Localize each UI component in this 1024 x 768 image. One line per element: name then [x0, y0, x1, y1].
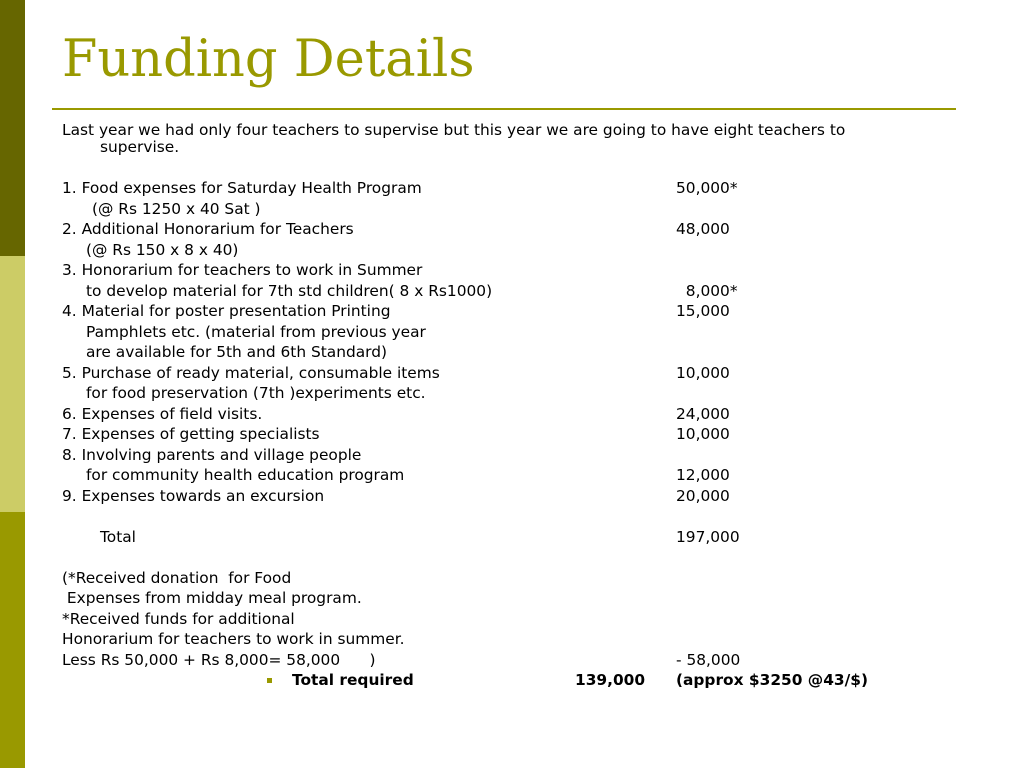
item-3-text: 3. Honorarium for teachers to work in Summer: [62, 261, 423, 279]
item-2-amount: 48,000: [676, 220, 730, 238]
title-underline: [52, 108, 956, 110]
item-3-amount: 8,000*: [676, 282, 738, 300]
item-7-text: 7. Expenses of getting specialists: [62, 425, 320, 443]
item-1-text: 1. Food expenses for Saturday Health Program: [62, 179, 422, 197]
item-1-detail: (@ Rs 1250 x 40 Sat ): [92, 200, 261, 218]
note-line-1: (*Received donation for Food: [62, 569, 292, 587]
item-9-text: 9. Expenses towards an excursion: [62, 487, 325, 505]
item-6-amount: 24,000: [676, 405, 730, 423]
decor-bar-middle: [0, 256, 25, 512]
item-3-detail: to develop material for 7th std children( 8 x Rs1000): [86, 282, 493, 300]
note-line-2: Expenses from midday meal program.: [62, 589, 362, 607]
slide-title: Funding Details: [62, 30, 475, 89]
note-line-4: Honorarium for teachers to work in summer.: [62, 630, 405, 648]
item-4-text: 4. Material for poster presentation Printing: [62, 302, 391, 320]
decor-bar-top: [0, 0, 25, 256]
item-7-amount: 10,000: [676, 425, 730, 443]
total-required-amount: 139,000: [575, 671, 646, 689]
item-8-detail: for community health education program: [86, 466, 405, 484]
intro-paragraph: [62, 122, 952, 156]
total-required-note: (approx $3250 @43/$): [676, 671, 868, 689]
intro-line-1: Last year we had only four teachers to supervise but this year we are going to have eight teachers to: [62, 121, 846, 139]
total-amount: 197,000: [676, 528, 740, 546]
note-line-5: Less Rs 50,000 + Rs 8,000= 58,000 ): [62, 651, 376, 669]
item-5-text: 5. Purchase of ready material, consumable items: [62, 364, 440, 382]
item-8-amount: 12,000: [676, 466, 730, 484]
intro-line-2: supervise.: [100, 138, 180, 156]
item-1-amount: 50,000*: [676, 179, 738, 197]
less-amount: - 58,000: [676, 651, 741, 669]
item-4-detail-1: Pamphlets etc. (material from previous year: [86, 323, 426, 341]
item-6-text: 6. Expenses of field visits.: [62, 405, 263, 423]
item-2-detail: (@ Rs 150 x 8 x 40): [86, 241, 239, 259]
item-5-detail: for food preservation (7th )experiments etc.: [86, 384, 426, 402]
total-label: Total: [100, 528, 136, 546]
item-4-detail-2: are available for 5th and 6th Standard): [86, 343, 388, 361]
note-line-3: *Received funds for additional: [62, 610, 295, 628]
item-4-amount: 15,000: [676, 302, 730, 320]
bullet-icon: [267, 678, 272, 683]
total-required-label: Total required: [292, 671, 414, 689]
item-9-amount: 20,000: [676, 487, 730, 505]
item-5-amount: 10,000: [676, 364, 730, 382]
item-2-text: 2. Additional Honorarium for Teachers: [62, 220, 354, 238]
decor-bar-bottom: [0, 512, 25, 768]
item-8-text: 8. Involving parents and village people: [62, 446, 362, 464]
